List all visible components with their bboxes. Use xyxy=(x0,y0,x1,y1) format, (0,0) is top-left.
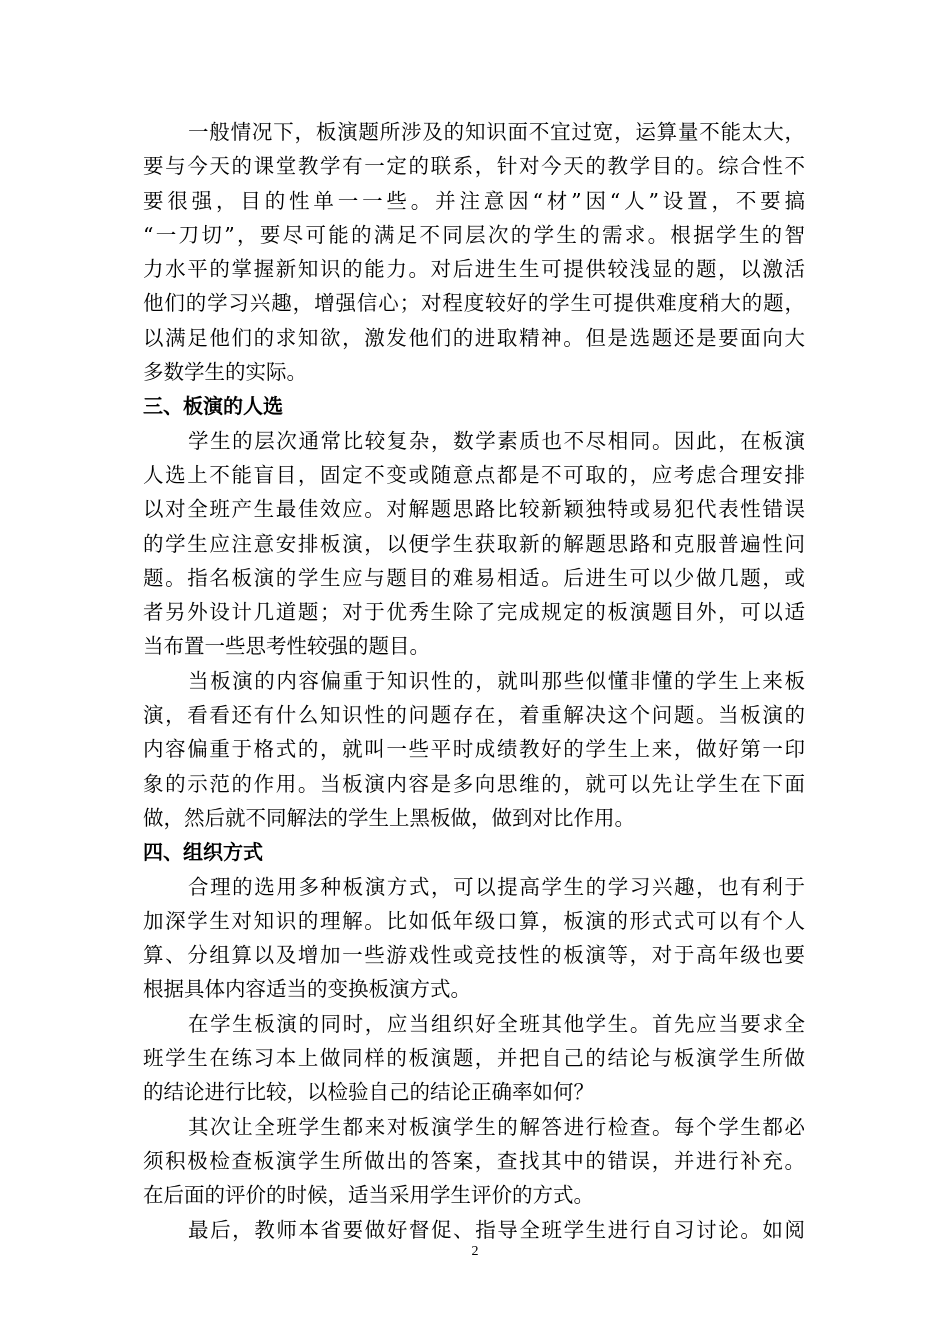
page-number: 2 xyxy=(471,1244,479,1259)
paragraph-line: 最后，教师本省要做好督促、指导全班学生进行自习讨论。如阅 xyxy=(188,1217,805,1242)
paragraph-line: 者另外设计几道题；对于优秀生除了完成规定的板演题目外，可以适 xyxy=(143,600,805,625)
section-heading: 三、板演的人选 xyxy=(143,394,283,419)
paragraph-line: 演，看看还有什么知识性的问题存在，着重解决这个问题。当板演的 xyxy=(143,703,805,728)
document-body xyxy=(143,115,805,1247)
paragraph-line: 人选上不能盲目，固定不变或随意点都是不可取的，应考虑合理安排 xyxy=(143,462,805,487)
paragraph-line: 一般情况下，板演题所涉及的知识面不宜过宽，运算量不能太大， xyxy=(188,120,805,144)
paragraph-line: 象的示范的作用。当板演内容是多向思维的，就可以先让学生在下面 xyxy=(143,771,805,796)
paragraph xyxy=(143,424,805,664)
paragraph-line: 题。指名板演的学生应与题目的难易相适。后进生可以少做几题，或 xyxy=(143,565,805,590)
paragraph-line: 须积极检查板演学生所做出的答案，查找其中的错误，并进行补充。 xyxy=(143,1148,805,1173)
paragraph xyxy=(143,870,805,1007)
paragraph-line: “一刀切”，要尽可能的满足不同层次的学生的需求。根据学生的智 xyxy=(143,222,805,247)
paragraph xyxy=(143,1213,805,1247)
paragraph-line: 要与今天的课堂教学有一定的联系，针对今天的教学目的。综合性不 xyxy=(143,154,805,179)
paragraph-line: 加深学生对知识的理解。比如低年级口算，板演的形式式可以有个人 xyxy=(143,908,805,933)
paragraph-line: 学生的层次通常比较复杂，数学素质也不尽相同。因此，在板演 xyxy=(188,428,805,453)
paragraph-line: 的学生应注意安排板演，以便学生获取新的解题思路和克服普遍性问 xyxy=(143,531,805,556)
paragraph-line: 内容偏重于格式的，就叫一些平时成绩教好的学生上来，做好第一印 xyxy=(143,737,805,762)
paragraph-line: 做，然后就不同解法的学生上黑板做，做到对比作用。 xyxy=(143,805,635,830)
paragraph-line: 在后面的评价的时候，适当采用学生评价的方式。 xyxy=(143,1183,594,1208)
paragraph xyxy=(143,664,805,835)
paragraph-line: 其次让全班学生都来对板演学生的解答进行检查。每个学生都必 xyxy=(188,1114,805,1139)
section-heading: 四、组织方式 xyxy=(143,840,263,865)
paragraph-line: 以满足他们的求知欲，激发他们的进取精神。但是选题还是要面向大 xyxy=(143,325,805,350)
paragraph-line: 当布置一些思考性较强的题目。 xyxy=(143,634,430,659)
paragraph xyxy=(143,1007,805,1110)
paragraph-line: 当板演的内容偏重于知识性的，就叫那些似懂非懂的学生上来板 xyxy=(188,668,805,693)
paragraph-line: 多数学生的实际。 xyxy=(143,360,307,385)
paragraph-line: 合理的选用多种板演方式，可以提高学生的学习兴趣，也有利于 xyxy=(188,874,805,899)
paragraph-line: 班学生在练习本上做同样的板演题，并把自己的结论与板演学生所做 xyxy=(143,1046,805,1071)
paragraph-line: 算、分组算以及增加一些游戏性或竞技性的板演等，对于高年级也要 xyxy=(143,943,805,968)
paragraph-line: 力水平的掌握新知识的能力。对后进生生可提供较浅显的题，以激活 xyxy=(143,257,805,282)
paragraph-line: 根据具体内容适当的变换板演方式。 xyxy=(143,977,471,1002)
paragraph xyxy=(143,115,805,389)
paragraph-line: 要很强，目的性单一一些。并注意因“材”因“人”设置，不要搞 xyxy=(143,188,805,213)
paragraph xyxy=(143,1110,805,1213)
paragraph-line: 的结论进行比较，以检验自己的结论正确率如何？ xyxy=(143,1080,594,1105)
paragraph-line: 在学生板演的同时，应当组织好全班其他学生。首先应当要求全 xyxy=(188,1011,805,1036)
paragraph-line: 以对全班产生最佳效应。对解题思路比较新颖独特或易犯代表性错误 xyxy=(143,497,805,522)
paragraph-line: 他们的学习兴趣，增强信心；对程度较好的学生可提供难度稍大的题， xyxy=(143,291,805,316)
